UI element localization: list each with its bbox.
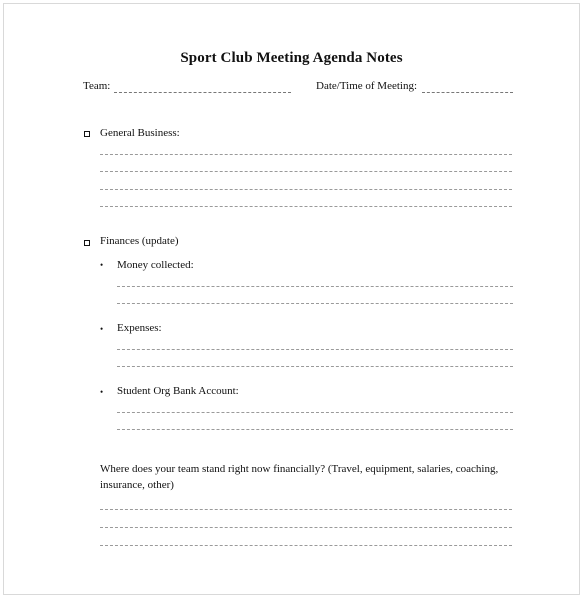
bullet-icon: • bbox=[100, 324, 104, 334]
expenses-label: Expenses: bbox=[117, 322, 162, 334]
checkbox-icon[interactable] bbox=[84, 131, 90, 137]
bullet-icon: • bbox=[100, 387, 104, 397]
financial-answer-line[interactable] bbox=[100, 509, 512, 510]
financial-answer-line[interactable] bbox=[100, 527, 512, 528]
general-business-label: General Business: bbox=[100, 127, 180, 139]
expenses-line[interactable] bbox=[117, 349, 513, 350]
checkbox-icon[interactable] bbox=[84, 240, 90, 246]
financial-question: Where does your team stand right now financially? (Travel, equipment, salaries, coaching, insurance, other) bbox=[100, 463, 499, 491]
general-business-line[interactable] bbox=[100, 154, 512, 155]
document-title: Sport Club Meeting Agenda Notes bbox=[180, 50, 403, 66]
date-time-field[interactable] bbox=[422, 92, 513, 93]
general-business-line[interactable] bbox=[100, 171, 512, 172]
money-collected-label: Money collected: bbox=[117, 259, 194, 271]
document-page bbox=[3, 3, 580, 595]
team-label: Team: bbox=[83, 80, 111, 92]
financial-answer-line[interactable] bbox=[100, 545, 512, 546]
bank-account-line[interactable] bbox=[117, 412, 513, 413]
expenses-line[interactable] bbox=[117, 366, 513, 367]
general-business-line[interactable] bbox=[100, 189, 512, 190]
bank-account-line[interactable] bbox=[117, 429, 513, 430]
finances-label: Finances (update) bbox=[100, 235, 179, 247]
team-field[interactable] bbox=[114, 92, 291, 93]
money-collected-line[interactable] bbox=[117, 286, 513, 287]
money-collected-line[interactable] bbox=[117, 303, 513, 304]
bank-account-label: Student Org Bank Account: bbox=[117, 385, 239, 397]
general-business-line[interactable] bbox=[100, 206, 512, 207]
bullet-icon: • bbox=[100, 260, 104, 270]
date-time-label: Date/Time of Meeting: bbox=[316, 80, 418, 92]
